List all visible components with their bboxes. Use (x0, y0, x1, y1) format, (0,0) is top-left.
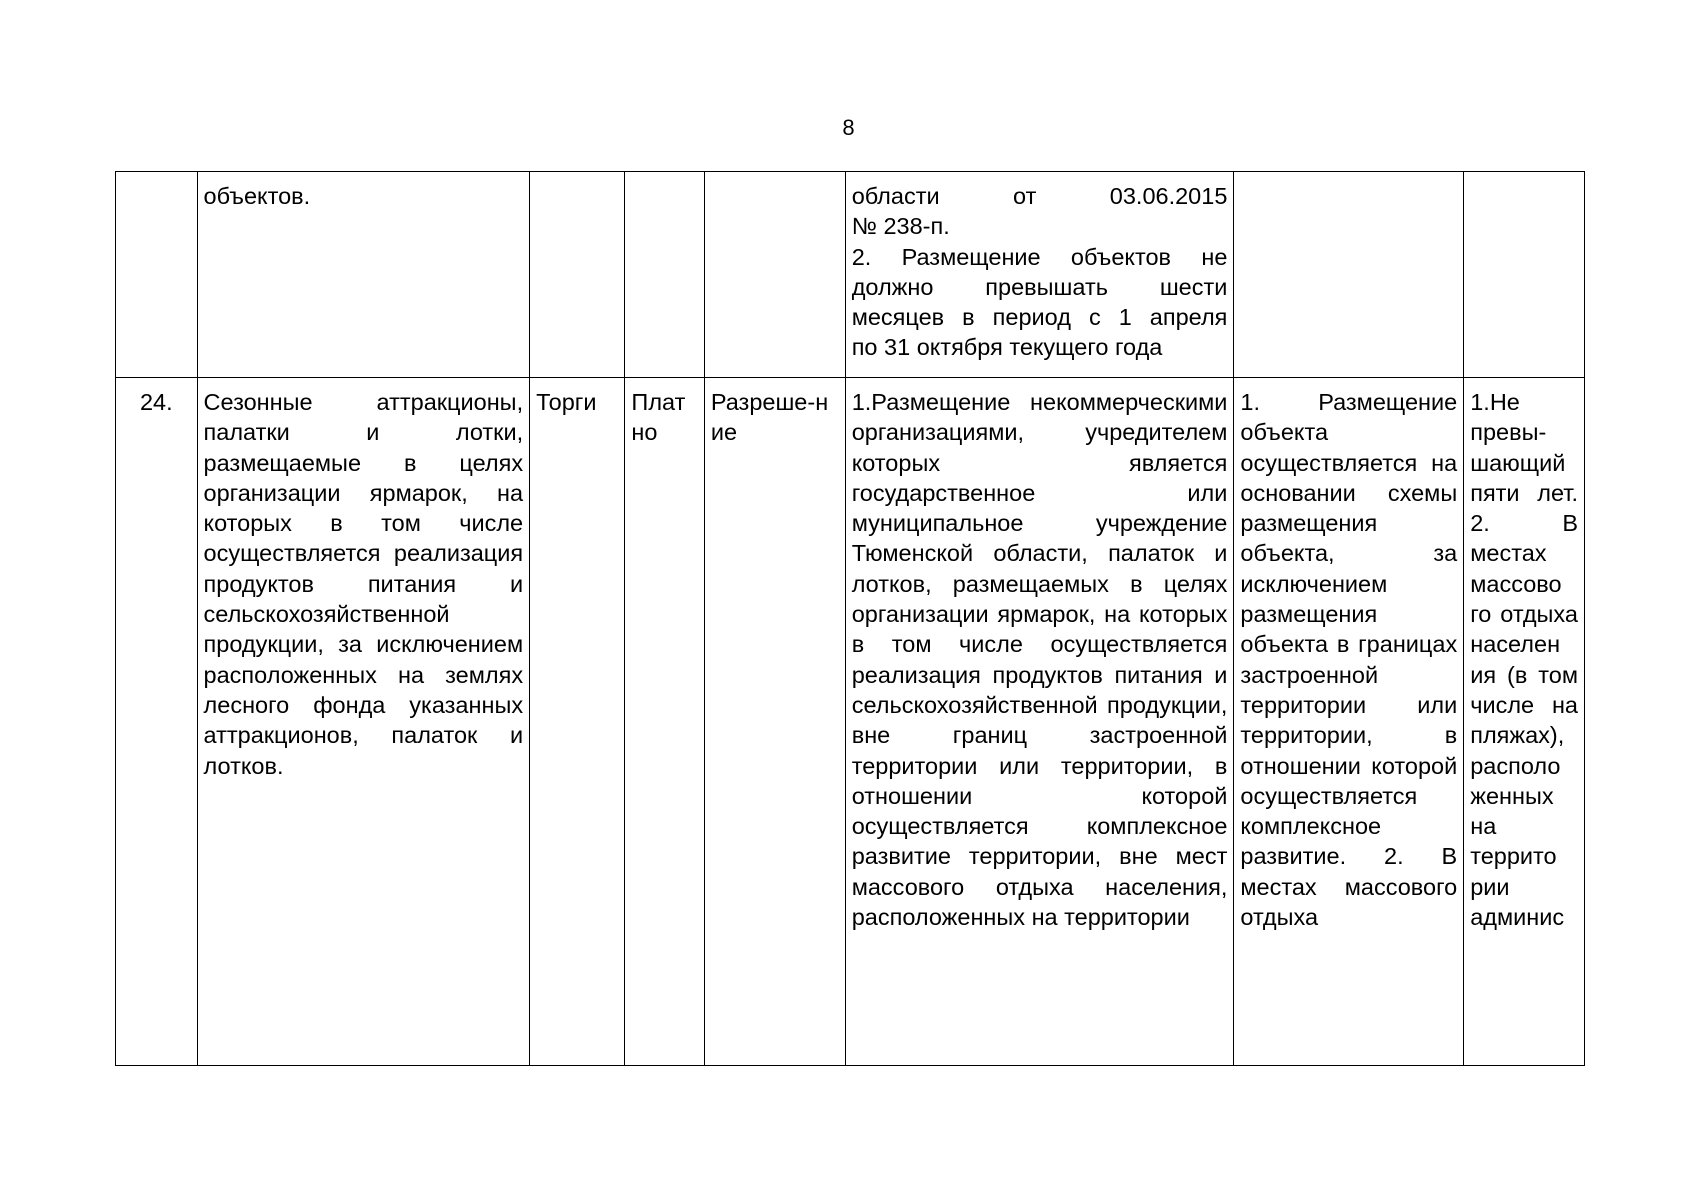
cell-number (116, 172, 198, 378)
cell-document: Разреше-ние (704, 378, 845, 1066)
cell-document (704, 172, 845, 378)
cell-payment: Плат но (625, 378, 704, 1066)
document-table (115, 171, 1585, 1066)
table-row (116, 172, 1585, 378)
cell-conditions: 1.Размещение некоммерческими организациями, учредителем которых является государственное или муниципальное учреждение Тюменской области, палаток и лотков, размещаемых в целях организации ярмарок, на которых в том числе осуществляется реализация продуктов питания и сельскохозяйственной продукции, вне границ застроенной территории или территории, в отношении которой осуществляется комплексное развитие территории, вне мест массового отдыха населения, расположенных на территории (845, 378, 1234, 1066)
cell-term: 1.Не превы-шающий пяти лет. 2. В местах массово го отдыха населен ия (в том числе на пляжах), располо женных на террито рии админис (1464, 378, 1585, 1066)
cell-number: 24. (116, 378, 198, 1066)
conditions-line: должно превышать шести (851, 273, 1228, 300)
cell-description: объектов. (197, 172, 530, 378)
cell-placement-basis: 1. Размещение объекта осуществляется на основании схемы размещения объекта, за исключением размещения объекта в границах застроенной территории или территории, в отношении которой осуществляется комплексное развитие. 2. В местах массового отдыха (1234, 378, 1464, 1066)
conditions-line: № 238-п. (851, 213, 950, 240)
page-number: 8 (842, 115, 855, 140)
cell-method: Торги (530, 378, 625, 1066)
conditions-line: 2. Размещение объектов не (851, 243, 1228, 270)
conditions-line: по 31 октября текущего года (851, 334, 1163, 361)
cell-method (530, 172, 625, 378)
conditions-line: месяцев в период с 1 апреля (851, 304, 1228, 331)
cell-description: Сезонные аттракционы, палатки и лотки, размещаемые в целях организации ярмарок, на которых в том числе осуществляется реализация продуктов питания и сельскохозяйственной продукции, за исключением расположенных на землях лесного фонда указанных аттракционов, палаток и лотков. (197, 378, 530, 1066)
table-row (116, 378, 1585, 1066)
cell-conditions (845, 172, 1234, 378)
conditions-line: области от 03.06.2015 (851, 183, 1228, 209)
cell-payment (625, 172, 704, 378)
cell-term (1464, 172, 1585, 378)
cell-placement-basis (1234, 172, 1464, 378)
